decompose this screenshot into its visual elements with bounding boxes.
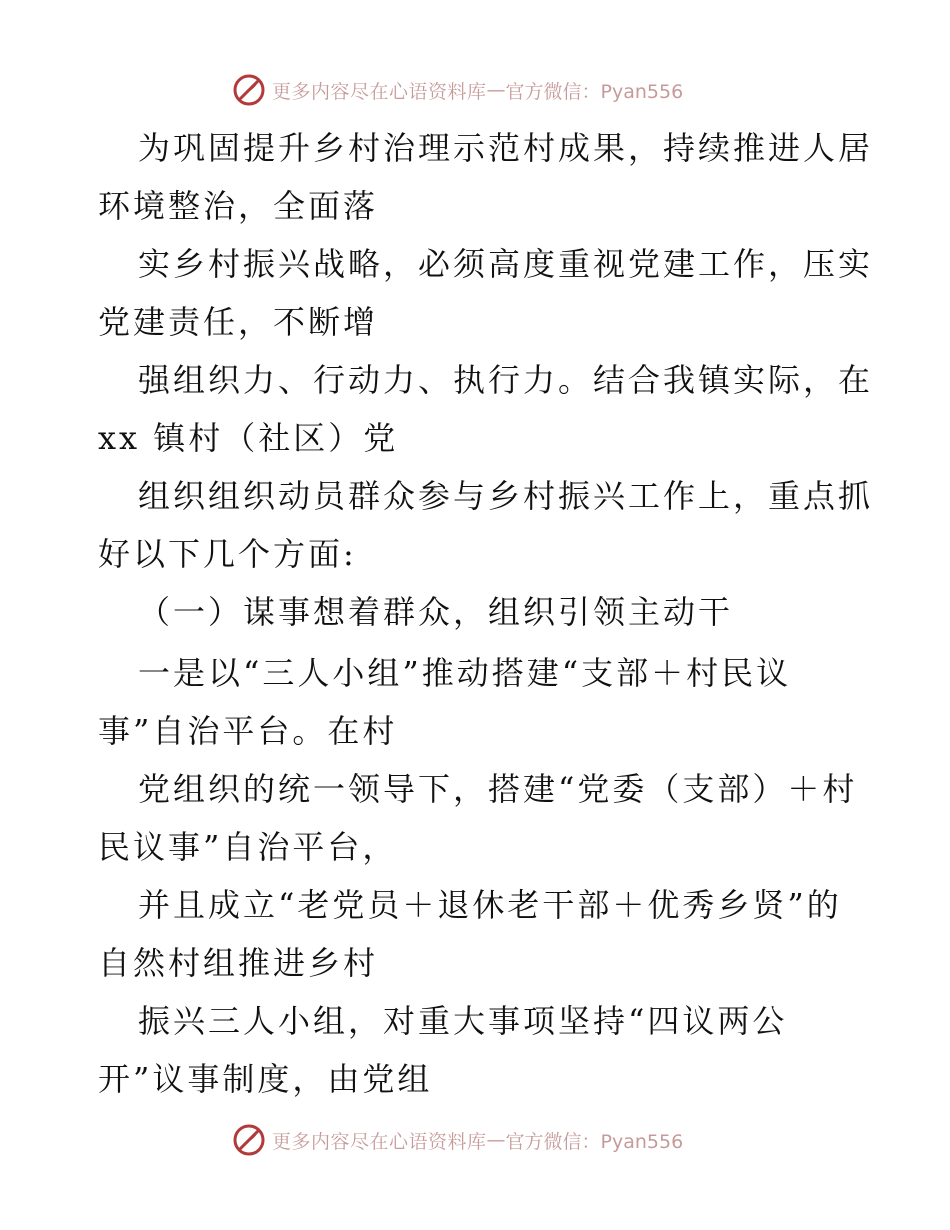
feather-pen-circle-icon bbox=[232, 73, 266, 107]
body-line: 一是以“三人小组”推动搭建“支部＋村民议 bbox=[138, 654, 792, 692]
body-line: 实乡村振兴战略，必须高度重视党建工作，压实 bbox=[138, 245, 874, 283]
body-line: xx 镇村（社区）党 bbox=[98, 419, 399, 457]
section-heading: （一）谋事想着群众，组织引领主动干 bbox=[138, 593, 734, 631]
feather-pen-circle-icon bbox=[232, 1123, 266, 1157]
body-line: 事”自治平台。在村 bbox=[98, 712, 398, 750]
header-banner-contact: 官方微信：Pyan556 bbox=[505, 80, 684, 103]
footer-watermark-banner bbox=[232, 1123, 683, 1157]
body-line: 环境整治，全面落 bbox=[98, 187, 379, 225]
footer-banner-text: 更多内容尽在心语资料库 bbox=[272, 1130, 487, 1153]
header-watermark-banner bbox=[232, 73, 683, 107]
body-line: 好以下几个方面: bbox=[98, 535, 357, 573]
body-line: 自然村组推进乡村 bbox=[98, 944, 379, 982]
body-line: 为巩固提升乡村治理示范村成果，持续推进人居 bbox=[138, 129, 874, 167]
body-line: 党建责任，不断增 bbox=[98, 303, 379, 341]
header-banner-text: 更多内容尽在心语资料库 bbox=[272, 80, 487, 103]
body-line: 并且成立“老党员＋退休老干部＋优秀乡贤”的 bbox=[138, 886, 842, 924]
body-line: 强组织力、行动力、执行力。结合我镇实际，在 bbox=[138, 361, 874, 399]
body-line: 民议事”自治平台， bbox=[98, 828, 398, 866]
body-line: 党组织的统一领导下，搭建“党委（支部）＋村 bbox=[138, 770, 858, 808]
body-line: 振兴三人小组，对重大事项坚持“四议两公 bbox=[138, 1002, 788, 1040]
footer-banner-contact: 官方微信：Pyan556 bbox=[505, 1130, 684, 1153]
body-line: 组织组织动员群众参与乡村振兴工作上，重点抓 bbox=[138, 477, 874, 515]
body-line: 开”议事制度，由党组 bbox=[98, 1060, 433, 1098]
footer-banner-separator: — bbox=[486, 1129, 506, 1151]
header-banner-separator: — bbox=[486, 79, 506, 101]
